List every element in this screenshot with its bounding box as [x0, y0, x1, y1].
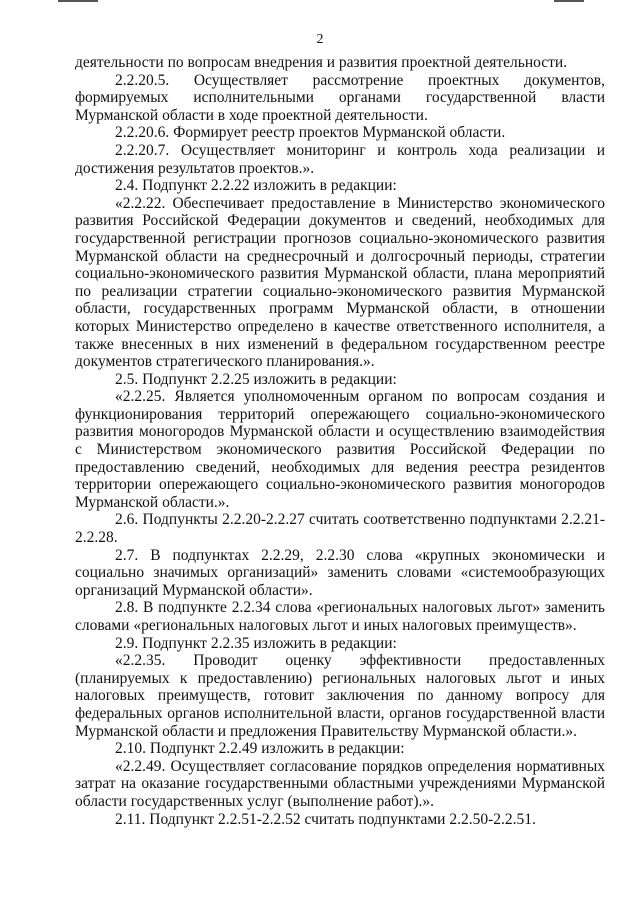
- paragraph-3: 2.2.20.6. Формирует реестр проектов Мурманской области.: [115, 124, 506, 142]
- top-edge-mark-right: [554, 0, 584, 2]
- paragraph-14: 2.10. Подпункт 2.2.49 изложить в редакции:: [115, 740, 405, 758]
- page-number: 2: [316, 32, 324, 47]
- document-body: [75, 54, 605, 828]
- paragraph-4: 2.2.20.7. Осуществляет мониторинг и контроль хода реализации и достижения результатов проектов.».: [75, 141, 605, 177]
- paragraph-7: 2.5. Подпункт 2.2.25 изложить в редакции:: [115, 370, 397, 388]
- paragraph-15: «2.2.49. Осуществляет согласование порядков определения нормативных затрат на оказание государственными областными учреждениями Мурманской области государственных услуг (выполнение работ).».: [75, 757, 605, 810]
- paragraph-1: деятельности по вопросам внедрения и развития проектной деятельности.: [75, 54, 568, 71]
- paragraph-2: 2.2.20.5. Осуществляет рассмотрение проектных документов, формируемых исполнительными органами государственной власти Мурманской области в ходе проектной деятельности.: [75, 71, 605, 124]
- paragraph-8: «2.2.25. Является уполномоченным органом по вопросам создания и функционирования территорий опережающего социально-экономического развития моногородов Мурманской области и осуществлению взаимодействия с Министерством экономического развития Российской Федерации по предоставлению сведений, необходимых для ведения реестра резидентов территории опережающего социально-экономического развития моногородов Мурманской области.».: [75, 388, 605, 511]
- paragraph-10: 2.7. В подпунктах 2.2.29, 2.2.30 слова «крупных экономически и социально значимых организаций» заменить словами «системообразующих организаций Мурманской области».: [75, 546, 605, 599]
- paragraph-13: «2.2.35. Проводит оценку эффективности предоставленных (планируемых к предоставлению) региональных налоговых льгот и иных налоговых преимуществ, готовит заключения по данному вопросу для федеральных органов исполнительной власти, органов государственной власти Мурманской области и предложения Правительству Мурманской области.».: [75, 652, 605, 740]
- paragraph-6: «2.2.22. Обеспечивает предоставление в Министерство экономического развития Российской Федерации документов и сведений, необходимых для государственной регистрации прогнозов социально-экономического развития Мурманской области на среднесрочный и долгосрочный периоды, стратегии социально-экономического развития Мурманской области, плана мероприятий по реализации стратегии социально-экономического развития Мурманской области, государственных программ Мурманской области, в отношении которых Министерство определено в качестве ответственного исполнителя, а также внесенных в них изменений в федеральном государственном реестре документов стратегического планирования.».: [75, 194, 605, 371]
- top-edge-mark-left: [58, 0, 98, 2]
- paragraph-12: 2.9. Подпункт 2.2.35 изложить в редакции:: [115, 634, 397, 652]
- paragraph-16: 2.11. Подпункт 2.2.51-2.2.52 считать подпунктами 2.2.50-2.2.51.: [115, 810, 536, 828]
- paragraph-5: 2.4. Подпункт 2.2.22 изложить в редакции:: [115, 177, 397, 195]
- paragraph-9: 2.6. Подпункты 2.2.20-2.2.27 считать соответственно подпунктами 2.2.21-2.2.28.: [75, 511, 605, 547]
- paragraph-11: 2.8. В подпункте 2.2.34 слова «региональных налоговых льгот» заменить словами «региональных налоговых льгот и иных налоговых преимуществ».: [75, 599, 605, 634]
